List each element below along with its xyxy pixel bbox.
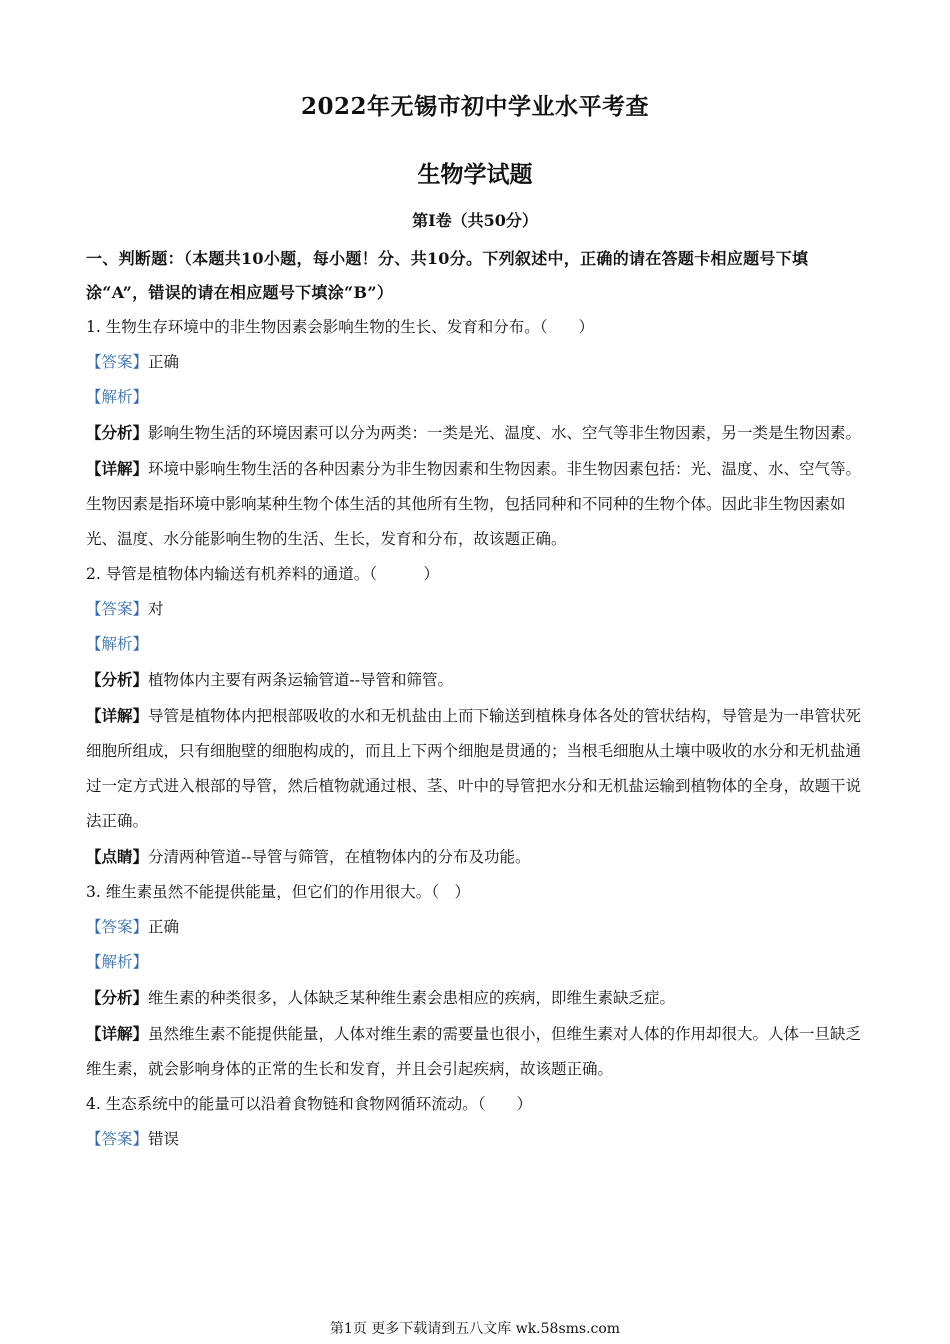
xiangjie-text: 导管是植物体内把根部吸收的水和无机盐由上而下输送到植株身体各处的管状结构，导管是为一串管状死细胞所组成，只有细胞壁的细胞构成的，而且上下两个细胞是贯通的；当根毛细胞从土壤中吸收的水分和无机盐通过一定方式进入根部的导管，然后植物就通过根、茎、叶中的导管把水分和无机盐运输到植物体的全身，故题干说法正确。	[86, 707, 862, 830]
question-1-answer	[86, 345, 866, 380]
question-4-answer	[86, 1122, 866, 1157]
question-2-fenxi	[86, 662, 866, 698]
fenxi-text: 影响生物生活的环境因素可以分为两类：一类是光、温度、水、空气等非生物因素，另一类是生物因素。	[148, 424, 862, 442]
fenxi-label: 【分析】	[86, 423, 149, 442]
volume-heading: 第Ⅰ卷（共50分）	[412, 211, 538, 230]
answer-label: 【答案】	[86, 353, 149, 371]
fenxi-label: 【分析】	[86, 670, 149, 689]
question-1-fenxi	[86, 415, 866, 451]
question-1-jiexi	[86, 380, 866, 415]
question-2-answer	[86, 592, 866, 627]
dianjing-text: 分清两种管道--导管与筛管，在植物体内的分布及功能。	[148, 848, 531, 866]
xiangjie-label: 【详解】	[86, 459, 149, 478]
page-title: 2022年无锡市初中学业水平考查	[300, 93, 649, 120]
answer-label: 【答案】	[86, 600, 149, 618]
dianjing-label: 【点睛】	[86, 847, 149, 866]
question-3-stem: 3. 维生素虽然不能提供能量，但它们的作用很大。（ ）	[86, 883, 470, 901]
question-3-fenxi	[86, 980, 866, 1016]
answer-label: 【答案】	[86, 1130, 149, 1148]
question-1-stem: 1. 生物生存环境中的非生物因素会影响生物的生长、发育和分布。（ ）	[86, 318, 594, 336]
question-2-dianjing	[86, 839, 866, 875]
fenxi-text: 维生素的种类很多，人体缺乏某种维生素会患相应的疾病，即维生素缺乏症。	[148, 989, 676, 1007]
question-3-answer	[86, 910, 866, 945]
xiangjie-label: 【详解】	[86, 706, 149, 725]
answer-value: 对	[148, 600, 164, 618]
document-body	[86, 242, 866, 1157]
answer-label: 【答案】	[86, 918, 149, 936]
page-footer: 第1页 更多下载请到五八文库 wk.58sms.com	[329, 1321, 621, 1337]
analysis-label: 【解析】	[86, 953, 149, 971]
section-heading: 一、判断题：（本题共10小题，每小题！分、共10分。下列叙述中，正确的请在答题卡相应题号下填涂“A”，错误的请在相应题号下填涂“B”）	[86, 249, 809, 302]
question-2-xiangjie	[86, 698, 866, 839]
question-2-jiexi	[86, 627, 866, 662]
answer-value: 错误	[148, 1130, 180, 1148]
analysis-label: 【解析】	[86, 388, 149, 406]
question-3-jiexi	[86, 945, 866, 980]
page-subtitle: 生物学试题	[417, 161, 533, 188]
xiangjie-label: 【详解】	[86, 1024, 149, 1043]
question-3-xiangjie	[86, 1016, 866, 1087]
question-1-xiangjie	[86, 451, 866, 557]
xiangjie-text: 虽然维生素不能提供能量，人体对维生素的需要量也很小，但维生素对人体的作用却很大。人体一旦缺乏维生素，就会影响身体的正常的生长和发育，并且会引起疾病，故该题正确。	[86, 1025, 862, 1078]
question-2-stem: 2. 导管是植物体内输送有机养料的通道。（ ）	[86, 565, 439, 583]
question-4-stem: 4. 生态系统中的能量可以沿着食物链和食物网循环流动。（ ）	[86, 1095, 532, 1113]
xiangjie-text: 环境中影响生物生活的各种因素分为非生物因素和生物因素。非生物因素包括：光、温度、水、空气等。生物因素是指环境中影响某种生物个体生活的其他所有生物，包括同种和不同种的生物个体。因此非生物因素如光、温度、水分能影响生物的生活、生长，发育和分布，故该题正确。	[86, 460, 862, 548]
answer-value: 正确	[148, 918, 180, 936]
analysis-label: 【解析】	[86, 635, 149, 653]
fenxi-label: 【分析】	[86, 988, 149, 1007]
answer-value: 正确	[148, 353, 180, 371]
fenxi-text: 植物体内主要有两条运输管道--导管和筛管。	[148, 671, 453, 689]
